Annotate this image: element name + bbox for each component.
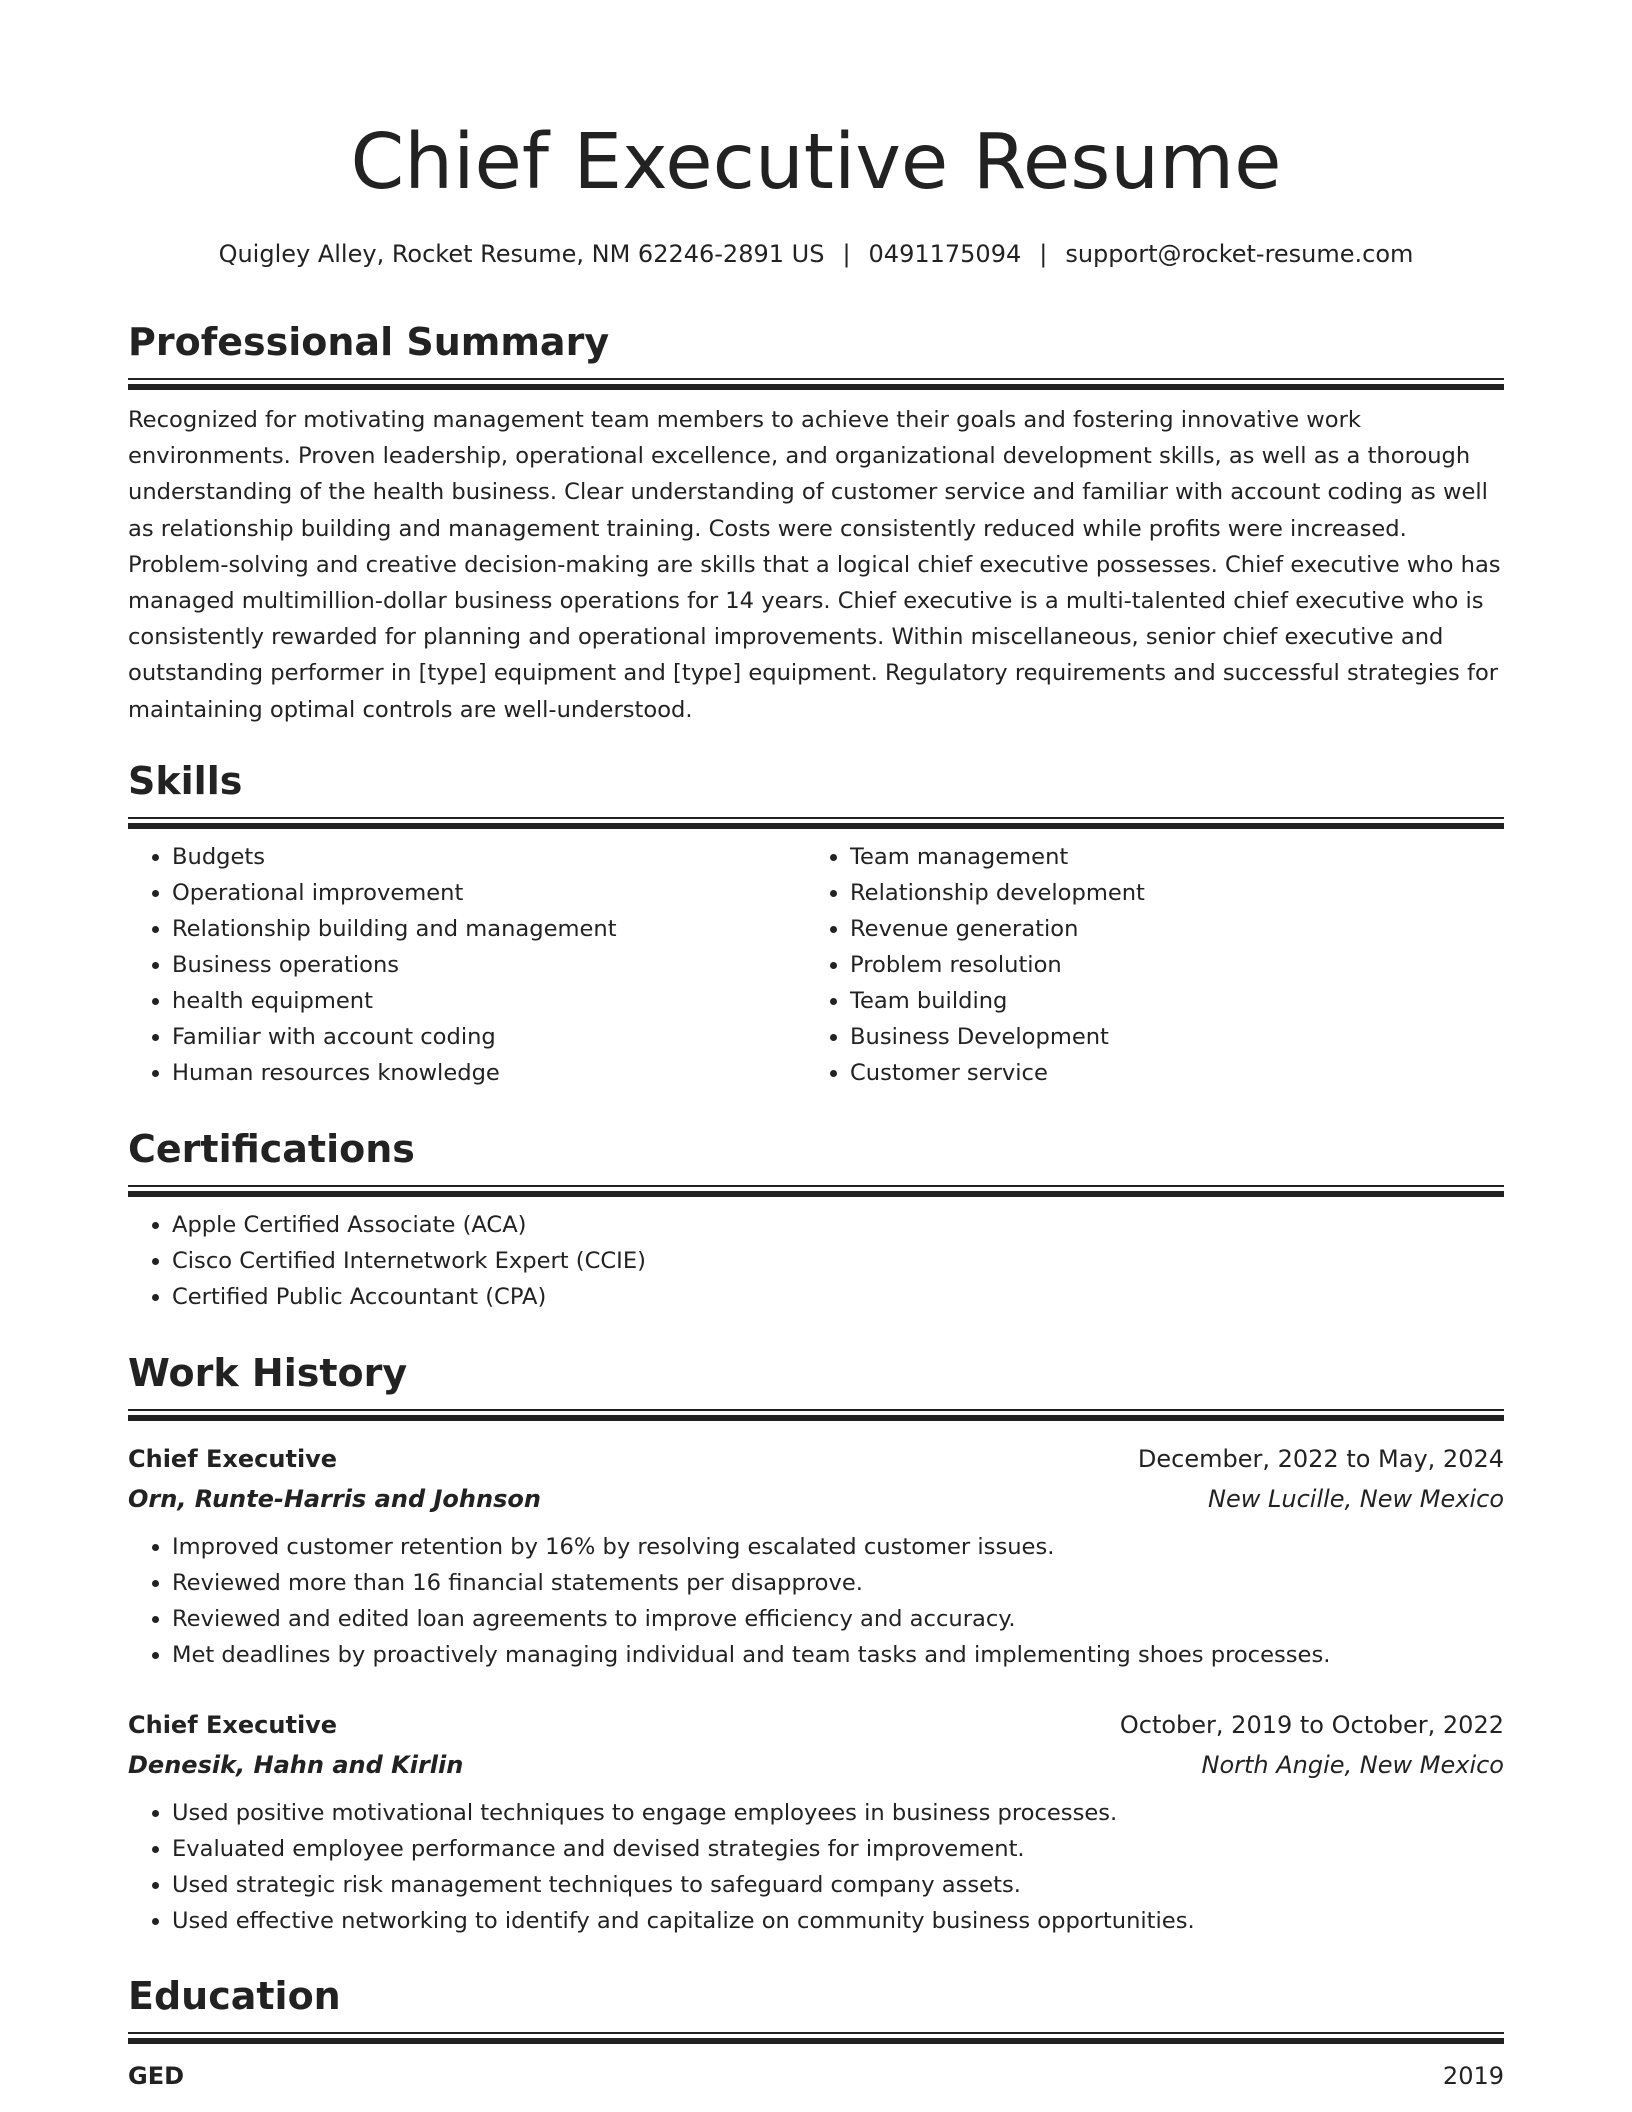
list-item: • Relationship development xyxy=(850,875,1484,911)
job-title: Chief Executive xyxy=(128,1711,338,1739)
contact-address: Quigley Alley, Rocket Resume, NM 62246-2891 US xyxy=(218,240,825,268)
section-divider xyxy=(128,1185,1504,1197)
job-company: Orn, Runte-Harris and Johnson xyxy=(128,1485,541,1513)
job-company: Denesik, Hahn and Kirlin xyxy=(128,1751,464,1779)
list-item: • Met deadlines by proactively managing individual and team tasks and implementing shoes processes. xyxy=(172,1637,1504,1673)
job-entry xyxy=(128,1705,1504,1939)
section-heading-skills: Skills xyxy=(128,759,243,803)
certifications-section xyxy=(128,1125,1504,1315)
list-item: • Evaluated employee performance and devised strategies for improvement. xyxy=(172,1831,1504,1867)
skills-list xyxy=(128,839,1504,1091)
list-item: • Human resources knowledge xyxy=(172,1055,806,1091)
list-item: • health equipment xyxy=(172,983,806,1019)
skills-section xyxy=(128,757,1504,1091)
list-item: • Familiar with account coding xyxy=(172,1019,806,1055)
job-title: Chief Executive xyxy=(128,1445,338,1473)
contact-separator: | xyxy=(1039,240,1048,268)
list-item: • Cisco Certified Internetwork Expert (CCIE) xyxy=(172,1243,1504,1279)
list-item: • Customer service xyxy=(850,1055,1484,1091)
list-item: • Team building xyxy=(850,983,1484,1019)
contact-separator: | xyxy=(842,240,851,268)
list-item: • Team management xyxy=(850,839,1484,875)
section-divider xyxy=(128,378,1504,390)
list-item: • Reviewed more than 16 financial statements per disapprove. xyxy=(172,1565,1504,1601)
contact-line xyxy=(128,240,1504,268)
section-heading-work-history: Work History xyxy=(128,1351,408,1395)
job-dates: October, 2019 to October, 2022 xyxy=(1119,1711,1504,1739)
list-item: • Business operations xyxy=(172,947,806,983)
job-entry xyxy=(128,1439,1504,1673)
summary-text: Recognized for motivating management team members to achieve their goals and fostering innovative work environments. Proven leadership, operational excellence, and organizational development skills, as well as a thorough understanding of the health business. Clear understanding of customer service and familiar with account coding as well as relationship building and management training. Costs were consistently reduced while profits were increased. Problem-solving and creative decision-making are skills that a logical chief executive possesses. Chief executive who has managed multimillion-dollar business operations for 14 years. Chief executive is a multi-talented chief executive who is consistently rewarded for planning and operational improvements. Within miscellaneous, senior chief executive and outstanding performer in [type] equipment and [type] equipment. Regulatory requirements and successful strategies for maintaining optimal controls are well-understood. xyxy=(128,407,1501,723)
list-item: • Reviewed and edited loan agreements to improve efficiency and accuracy. xyxy=(172,1601,1504,1637)
education-section xyxy=(128,1972,1504,2096)
education-degree: GED xyxy=(128,2062,185,2090)
resume-title: Chief Executive Resume xyxy=(350,118,1282,207)
list-item: • Revenue generation xyxy=(850,911,1484,947)
job-dates: December, 2022 to May, 2024 xyxy=(1137,1445,1504,1473)
section-heading-certifications: Certifications xyxy=(128,1127,415,1171)
list-item: • Budgets xyxy=(172,839,806,875)
list-item: • Relationship building and management xyxy=(172,911,806,947)
list-item: • Problem resolution xyxy=(850,947,1484,983)
job-location: New Lucille, New Mexico xyxy=(1208,1485,1504,1513)
list-item: • Used effective networking to identify and capitalize on community business opportunities. xyxy=(172,1903,1504,1939)
section-heading-education: Education xyxy=(128,1974,341,2018)
education-year: 2019 xyxy=(1442,2062,1504,2090)
contact-email: support@rocket-resume.com xyxy=(1065,240,1414,268)
contact-phone: 0491175094 xyxy=(868,240,1022,268)
section-divider xyxy=(128,2032,1504,2044)
list-item: • Certified Public Accountant (CPA) xyxy=(172,1279,1504,1315)
list-item: • Business Development xyxy=(850,1019,1484,1055)
list-item: • Used positive motivational techniques to engage employees in business processes. xyxy=(172,1795,1504,1831)
job-location: North Angie, New Mexico xyxy=(1201,1751,1504,1779)
list-item: • Apple Certified Associate (ACA) xyxy=(172,1207,1504,1243)
list-item: • Used strategic risk management techniques to safeguard company assets. xyxy=(172,1867,1504,1903)
section-divider xyxy=(128,817,1504,829)
section-heading-summary: Professional Summary xyxy=(128,320,610,364)
work-history-section xyxy=(128,1349,1504,1939)
list-item: • Improved customer retention by 16% by resolving escalated customer issues. xyxy=(172,1529,1504,1565)
section-divider xyxy=(128,1409,1504,1421)
list-item: • Operational improvement xyxy=(172,875,806,911)
summary-section xyxy=(128,318,1504,728)
